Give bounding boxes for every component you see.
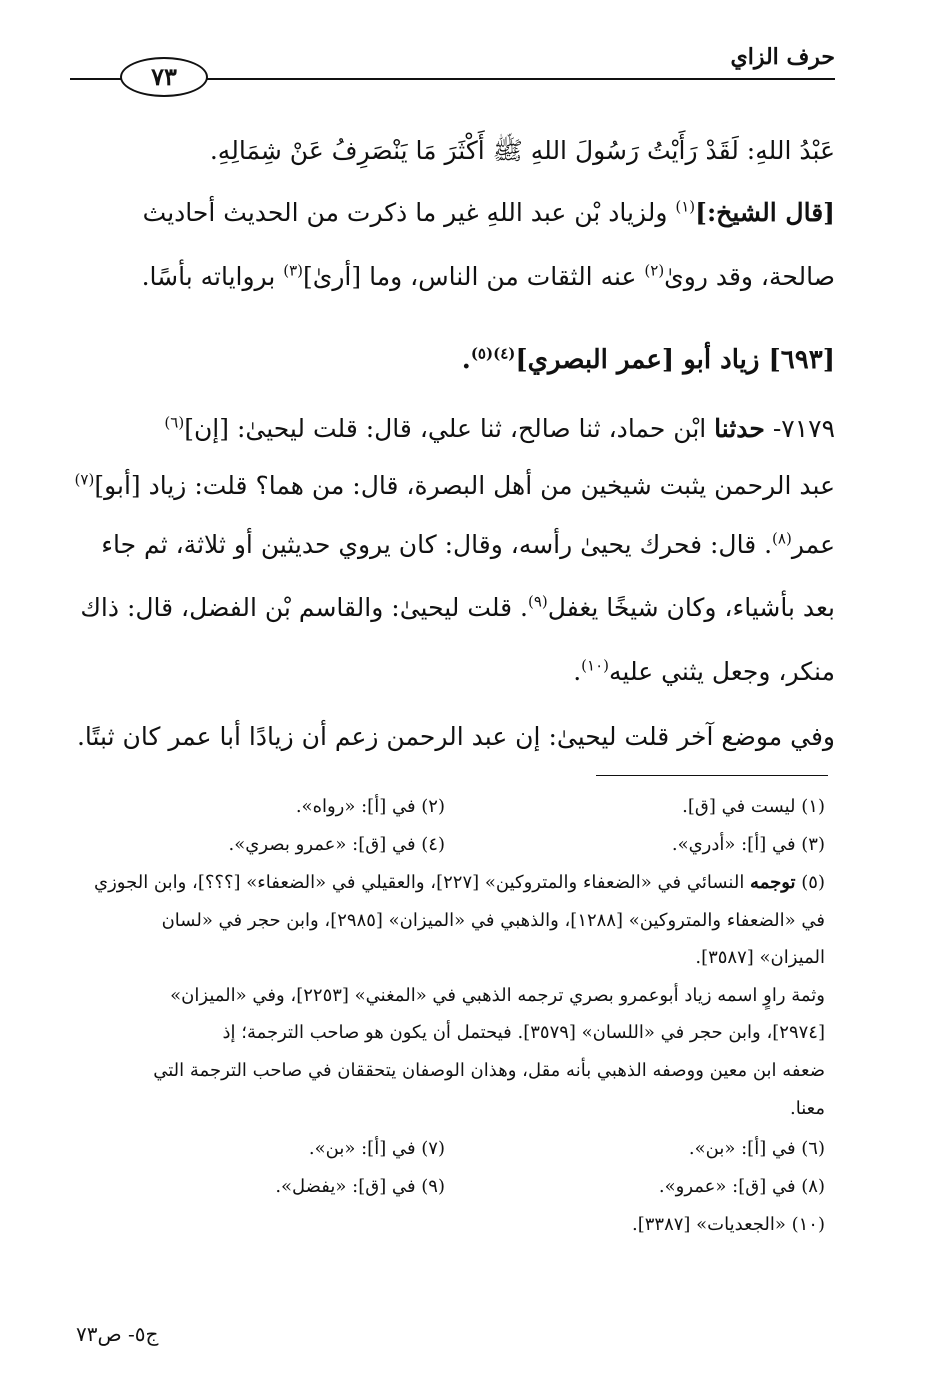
hadith-line-2: عبد الرحمن يثبت شيخين من أهل البصرة، قال: من هما؟ قلت: زياد [أبو]$^{(٧)}$: [74, 470, 835, 500]
footnote-3: (٣) في [أ]: «أدري».: [671, 834, 825, 855]
haddathana-label: حدثنا: [714, 414, 765, 443]
hadith-line-5: منكر، وجعل يثني عليه$^{(١٠)}$.: [573, 656, 835, 686]
footnote-5-line-6: ضعفه ابن معين ووصفه الذهبي بأنه مقل، وهذان الوصفان يتحققان في صاحب الترجمة التي: [153, 1060, 825, 1081]
text-line-1: عَبْدُ اللهِ: لَقَدْ رَأَيْتُ رَسُولَ اللهِ ﷺ أَكْثَرَ مَا يَنْصَرِفُ عَنْ شِمَالِهِ.: [209, 136, 835, 165]
entry-heading: [٦٩٣] زياد أبو [عمر البصري]$^{(٤)(٥)}$.: [461, 344, 835, 375]
footnote-5-line-4: وثمة راوٍ اسمه زياد أبوعمرو بصري ترجمه الذهبي في «المغني» [٢٢٥٣]، وفي «الميزان»: [170, 985, 825, 1006]
footnote-ref-7: (٧): [74, 470, 95, 489]
footnote-ref-3: (٣): [283, 261, 304, 280]
footnote-4: (٤) في [ق]: «عمرو بصري».: [228, 834, 445, 855]
footnote-7: (٧) في [أ]: «بن».: [308, 1138, 445, 1159]
hadith-number: ٧١٧٩-: [764, 414, 835, 443]
footnote-5-line-1: (٥) توجمه النسائي في «الضعفاء والمتروكين» [٢٢٧]، والعقيلي في «الضعفاء» [؟؟؟]، وابن الجوزي: [94, 872, 825, 893]
footnote-separator: [596, 775, 828, 776]
sheikh-label: [قال الشيخ:]: [695, 198, 835, 227]
footnote-5-line-2: في «الضعفاء والمتروكين» [١٢٨٨]، والذهبي في «الميزان» [٢٩٨٥]، وابن حجر في «لسان: [161, 910, 825, 931]
footnote-1: (١) ليست في [ق].: [682, 796, 825, 817]
footnote-ref-9: (٩): [527, 592, 548, 611]
footnote-5-line-7: معنا.: [790, 1098, 825, 1119]
footnote-10: (١٠) «الجعديات» [٣٣٨٧].: [632, 1214, 825, 1235]
footnote-ref-2: (٢): [644, 261, 665, 280]
footnote-2: (٢) في [أ]: «رواه».: [295, 796, 445, 817]
footnote-ref-1: (١): [675, 197, 696, 216]
footnote-5-line-3: الميزان» [٣٥٨٧].: [695, 947, 825, 968]
footnote-5-line-5: [٢٩٧٤]، وابن حجر في «اللسان» [٣٥٧٩]. فيحتمل أن يكون هو صاحب الترجمة؛ إذ: [222, 1022, 825, 1043]
text-line-3: صالحة، وقد روىٰ$^{(٢)}$ عنه الثقات من الناس، وما [أرىٰ]$^{(٣)}$ برواياته بأسًا.: [141, 261, 835, 291]
text-line-2: [قال الشيخ:]$^{(١)}$ ولزياد بْن عبد اللهِ غير ما ذكرت من الحديث أحاديث: [142, 197, 835, 227]
hadith-line-1: ٧١٧٩- حدثنا ابْن حماد، ثنا صالح، ثنا علي، قال: قلت ليحيىٰ: [إن]$^{(٦)}$: [164, 413, 835, 443]
footnote-9: (٩) في [ق]: «يفضل».: [275, 1176, 445, 1197]
text-last-line: وفي موضع آخر قلت ليحيىٰ: إن عبد الرحمن زعم أن زيادًا أبا عمر كان ثبتًا.: [76, 722, 835, 751]
footnote-6: (٦) في [أ]: «بن».: [688, 1138, 825, 1159]
running-header-title: حرف الزاي: [730, 44, 835, 70]
footnote-ref-4-5: (٤)(٥): [470, 344, 516, 363]
footnote-ref-8: (٨): [772, 529, 792, 548]
page-number: ٧٣: [120, 57, 208, 97]
footnote-8: (٨) في [ق]: «عمرو».: [658, 1176, 825, 1197]
hadith-line-3: عمر$^{(٨)}$. قال: فحرك يحيىٰ رأسه، وقال: كان يروي حديثين أو ثلاثة، ثم جاء: [101, 529, 835, 559]
footnote-ref-6: (٦): [164, 413, 185, 432]
footnote-ref-10: (١٠): [581, 656, 609, 675]
hadith-line-4: بعد بأشياء، وكان شيخًا يغفل$^{(٩)}$. قلت ليحيىٰ: والقاسم بْن الفضل، قال: ذاك: [80, 592, 835, 622]
volume-page-marker: ج٥- ص٧٣: [76, 1322, 159, 1346]
